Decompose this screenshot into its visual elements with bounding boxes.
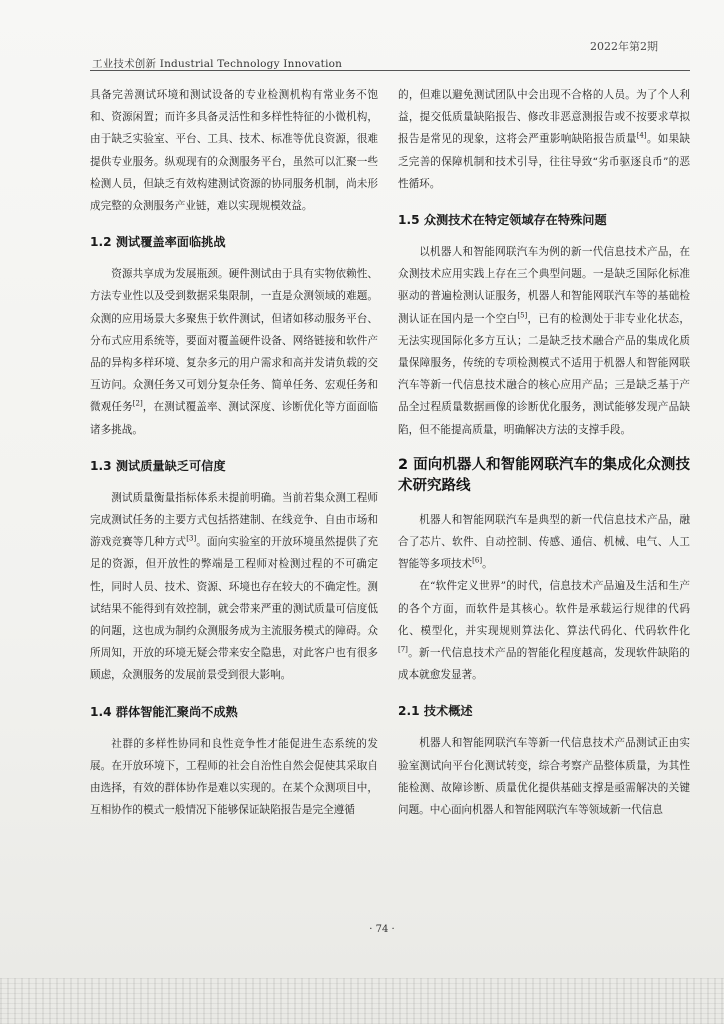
- section-heading-2: 2 面向机器人和智能网联汽车的集成化众测技术研究路线: [398, 456, 690, 494]
- section-heading-1-2: 1.2 测试覆盖率面临挑战: [90, 235, 226, 250]
- header-divider: [90, 70, 690, 71]
- paragraph-2-1: 机器人和智能网联汽车等新一代信息技术产品测试正由实验室测试向平台化测试转变，综合考察产品整体质量，为其性能检测、故障诊断、质量优化提供基础支撑是亟需解决的关键问题。中心面向机器人和智能网联汽车等领域新一代信息: [398, 737, 690, 817]
- paragraph-intro: 具备完善测试环境和测试设备的专业检测机构有常业务不饱和、资源闲置；而许多具备灵活性和多样性特征的小微机构，由于缺乏实验室、平台、工具、技术、标准等优良资源，很难提供专业服务。纵观现有的众测服务平台，虽然可以汇聚一些检测人员，但缺乏有效构建测试资源的协同服务机制，尚未形成完整的众测服务产业链，难以实现规模效益。: [90, 89, 378, 213]
- citation-5: [5]: [517, 311, 528, 320]
- left-column: [90, 84, 378, 821]
- paragraph-1-2-text: 资源共享成为发展瓶颈。硬件测试由于具有实物依赖性、方法专业性以及受到数据采集限制，一直是众测领域的难题。众测的应用场景大多聚焦于软件测试，但诸如移动服务平台、分布式应用系统等，要面对覆盖硬件设备、网络链接和软件产品的异构多样环境、复杂多元的用户需求和高并发请负载的交互访问。众测任务又可划分复杂任务、简单任务、宏观任务和微观任务: [90, 268, 378, 414]
- paragraph-2b-tail: 。新一代信息技术产品的智能化程度越高，发现软件缺陷的成本就愈发显著。: [398, 647, 690, 682]
- paragraph-1-5-text: 以机器人和智能网联汽车为例的新一代信息技术产品，在众测技术应用实践上存在三个典型问题。一是缺乏国际化标准驱动的普遍检测认证服务，机器人和智能网联汽车等的基础检测认证在国内是一个空白: [398, 246, 690, 325]
- paragraph-2a-text: 机器人和智能网联汽车是典型的新一代信息技术产品，融合了芯片、软件、自动控制、传感、通信、机械、电气、人工智能等多项技术: [398, 513, 690, 571]
- journal-header: 工业技术创新 Industrial Technology Innovation: [92, 58, 343, 70]
- section-heading-1-3: 1.3 测试质量缺乏可信度: [90, 458, 226, 473]
- page-number: · 74 ·: [369, 924, 395, 935]
- paragraph-2a: [398, 509, 690, 576]
- scan-noise-strip: [0, 978, 724, 1024]
- paragraph-1-2: [90, 263, 378, 441]
- section-heading-2-1: 2.1 技术概述: [398, 704, 473, 719]
- citation-4: [4]: [636, 131, 647, 140]
- paragraph-1-5: [398, 241, 690, 441]
- paragraph-2b-text: 在“软件定义世界”的时代，信息技术产品遍及生活和生产的各个方面，而软件是其核心。软件是承载运行规律的代码化、模型化，并实现规则算法化、算法代码化、代码软件化: [398, 580, 690, 637]
- section-heading-1-5: 1.5 众测技术在特定领域存在特殊问题: [398, 213, 607, 228]
- paragraph-1-5-tail: ，已有的检测处于非专业化状态，无法实现国际化多方互认；二是缺乏技术融合产品的集成化质量保障服务，传统的专项检测模式不适用于机器人和智能网联汽车等新一代信息技术融合的核心应用产品；三是缺乏基于产品全过程质量数据画像的诊断优化服务，测试能够发现产品缺陷，但不能提高质量，明确解决方法的支撑手段。: [398, 312, 691, 436]
- issue-label: 2022年第2期: [590, 40, 658, 53]
- paragraph-continued-text: 的，但难以避免测试团队中会出现不合格的人员。为了个人利益，提交低质量缺陷报告、修改非恶意测报告或不按要求草拟报告是常见的现象，这将会严重影响缺陷报告质量: [398, 89, 690, 146]
- paragraph-1-3-tail: 。面向实验室的开放环境虽然提供了充足的资源，但开放性的弊端是工程师对检测过程的不可确定性，同时人员、技术、资源、环境也存在较大的不确定性。测试结果不能得到有效控制，就会带来严重的测试质量可信度低的问题，这也成为制约众测服务成为主流服务模式的障碍。众所周知，开放的环境无疑会带来安全隐患，对此客户也有很多顾虑，众测服务的发展前景受到很大影响。: [90, 536, 379, 682]
- paragraph-1-2-tail: ，在测试覆盖率、测试深度、诊断优化等方面面临诸多挑战。: [90, 401, 378, 436]
- citation-2: [2]: [132, 399, 143, 408]
- section-heading-1-4: 1.4 群体智能汇聚尚不成熟: [90, 704, 238, 719]
- paragraph-continued-tail: 。如果缺乏完善的保障机制和技术引导，往往导致“劣币驱逐良币”的恶性循环。: [398, 133, 691, 190]
- citation-7: [7]: [398, 645, 408, 654]
- paragraph-1-4: 社群的多样性协同和良性竞争性才能促进生态系统的发展。在开放环境下，工程师的社会自治性自然会促使其采取自由选择，有效的群体协作是难以实现的。在某个众测项目中，互相协作的模式一般情况下能够保证缺陷报告是完全遵循: [90, 737, 378, 817]
- citation-3: [3]: [186, 534, 197, 543]
- paragraph-2a-tail: 。: [482, 558, 493, 571]
- paragraph-continued: [398, 84, 690, 195]
- citation-6: [6]: [472, 556, 483, 565]
- paragraph-1-3: [90, 487, 378, 687]
- right-column: [398, 84, 690, 821]
- paragraph-2b: [398, 575, 690, 686]
- paragraph-1-3-text: 测试质量衡量指标体系未提前明确。当前若集众测工程师完成测试任务的主要方式包括搭建制、在线竞争、自由市场和游戏竞赛等几种方式: [90, 491, 378, 549]
